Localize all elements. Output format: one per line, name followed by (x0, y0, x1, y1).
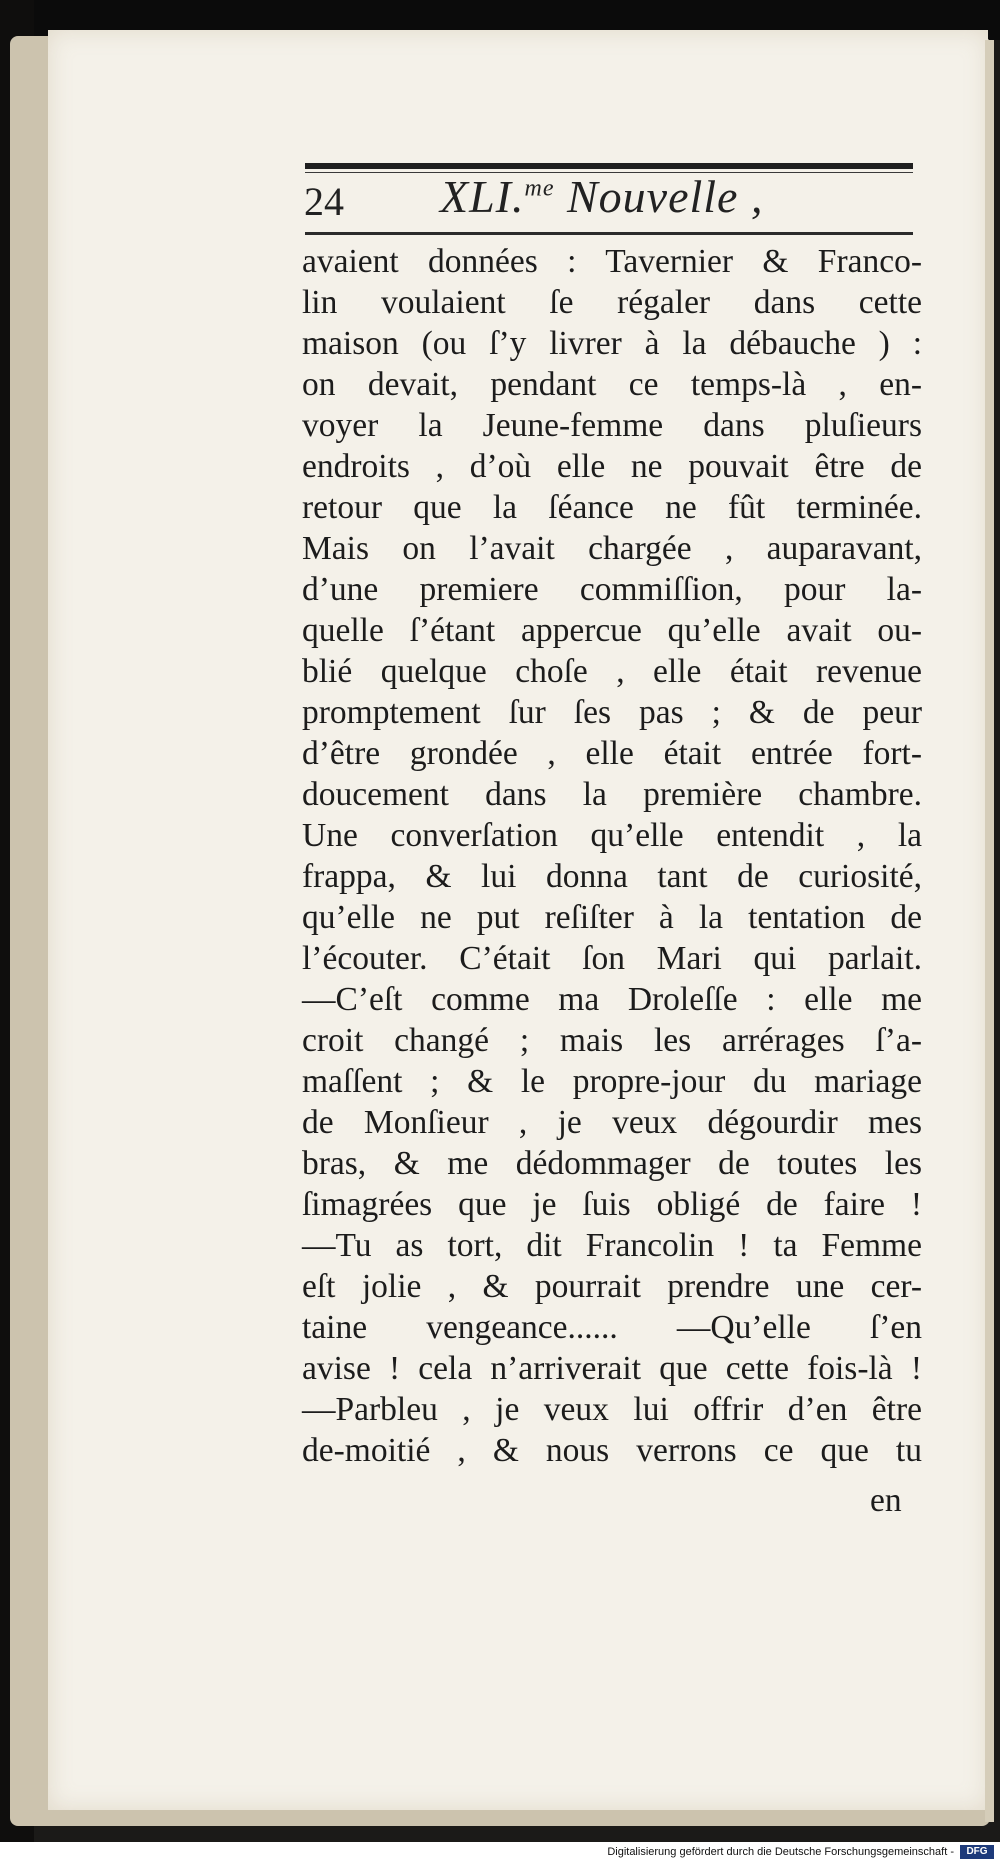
text-line: maſſent ; & le propre-jour du mariage (302, 1063, 922, 1100)
text-line: doucement dans la première chambre. (302, 776, 922, 813)
text-line: de Monſieur , je veux dégourdir mes (302, 1104, 922, 1141)
text-line: d’une premiere commiſſion, pour la- (302, 571, 922, 608)
running-title-superscript: me (524, 175, 555, 202)
dfg-logo-icon: DFG (960, 1845, 994, 1859)
running-title-main: XLI. (440, 171, 525, 222)
page-edge (985, 40, 994, 1822)
text-line: quelle ſ’étant appercue qu’elle avait ou- (302, 612, 922, 649)
text-line: d’être grondée , elle était entrée fort- (302, 735, 922, 772)
text-line: frappa, & lui donna tant de curiosité, (302, 858, 922, 895)
text-line: blié quelque choſe , elle était revenue (302, 653, 922, 690)
text-line: avaient données : Tavernier & Franco- (302, 243, 922, 280)
text-line: ſimagrées que je ſuis obligé de faire ! (302, 1186, 922, 1223)
header-underline-rule (305, 232, 913, 235)
text-line: lin voulaient ſe régaler dans cette (302, 284, 922, 321)
text-line: —Parbleu , je veux lui offrir d’en être (302, 1391, 922, 1428)
running-title (440, 170, 763, 223)
text-line: qu’elle ne put reſiſter à la tentation de (302, 899, 922, 936)
text-line: voyer la Jeune-femme dans pluſieurs (302, 407, 922, 444)
text-line: Une converſation qu’elle entendit , la (302, 817, 922, 854)
header-rule-thick (305, 163, 913, 169)
text-line: —Tu as tort, dit Francolin ! ta Femme (302, 1227, 922, 1264)
text-line: retour que la ſéance ne fût terminée. (302, 489, 922, 526)
text-line: avise ! cela n’arriverait que cette fois-là ! (302, 1350, 922, 1387)
running-title-rest: Nouvelle , (554, 171, 764, 222)
text-line: l’écouter. C’était ſon Mari qui parlait. (302, 940, 922, 977)
page-number: 24 (304, 179, 344, 224)
text-line: promptement ſur ſes pas ; & de peur (302, 694, 922, 731)
text-line: croit changé ; mais les arrérages ſ’a- (302, 1022, 922, 1059)
text-line: bras, & me dédommager de toutes les (302, 1145, 922, 1182)
text-line: maison (ou ſ’y livrer à la débauche ) : (302, 325, 922, 362)
text-line: de-moitié , & nous verrons ce que tu (302, 1432, 922, 1469)
text-line: eſt jolie , & pourrait prendre une cer- (302, 1268, 922, 1305)
running-header (300, 170, 920, 232)
digitization-credit: Digitalisierung gefördert durch die Deutsche Forschungsgemeinschaft - (607, 1846, 954, 1858)
catchword: en (870, 1482, 902, 1519)
body-text (302, 241, 922, 1471)
text-line: —C’eſt comme ma Droleſſe : elle me (302, 981, 922, 1018)
text-line: on devait, pendant ce temps-là , en- (302, 366, 922, 403)
text-line: taine vengeance...... —Qu’elle ſ’en (302, 1309, 922, 1346)
text-line: endroits , d’où elle ne pouvait être de (302, 448, 922, 485)
text-line: Mais on l’avait chargée , auparavant, (302, 530, 922, 567)
